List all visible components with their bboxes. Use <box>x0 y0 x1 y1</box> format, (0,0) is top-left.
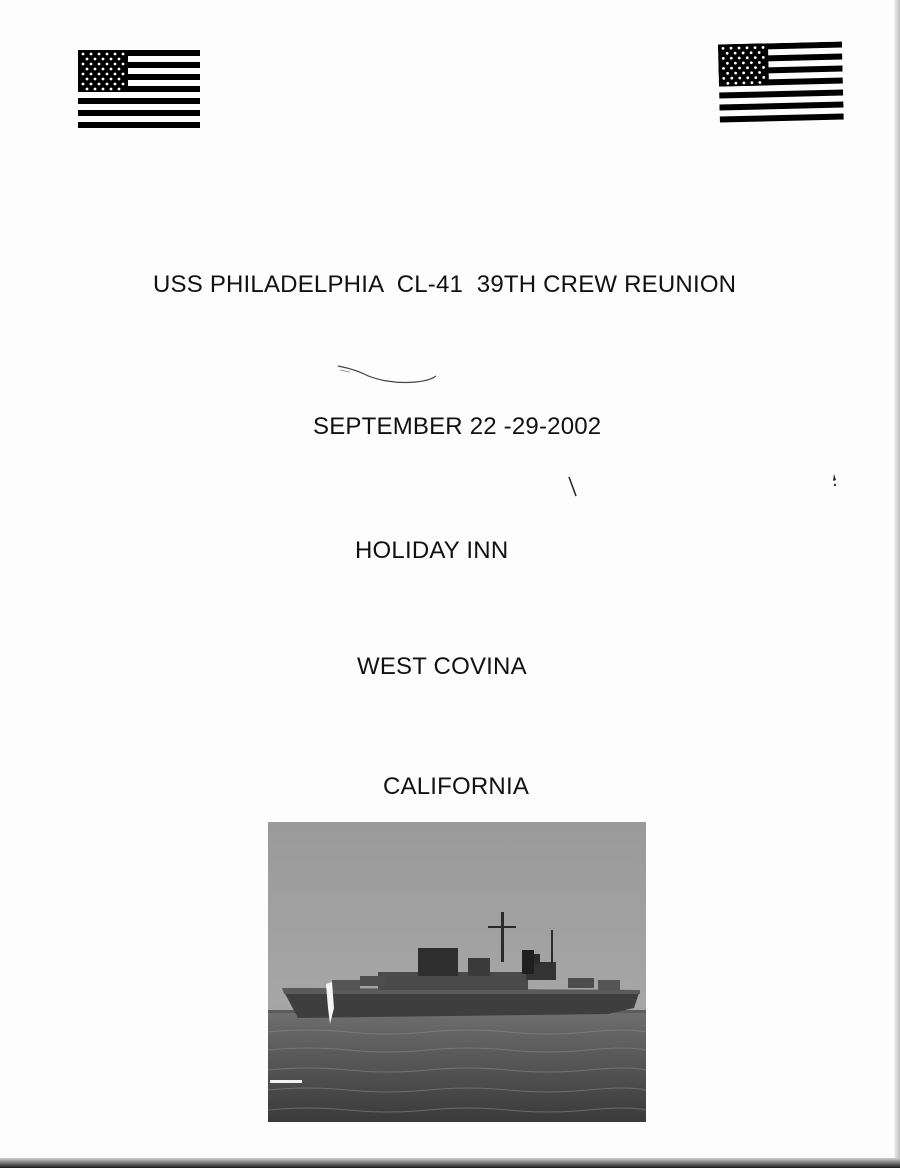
pen-tick-mark <box>566 475 580 504</box>
page-bottom-edge <box>0 1158 900 1168</box>
reunion-title: USS PHILADELPHIA CL-41 39TH CREW REUNION <box>153 271 737 298</box>
city-name: WEST COVINA <box>357 653 527 680</box>
venue-name: HOLIDAY INN <box>355 537 509 564</box>
us-flag-left-icon <box>78 50 200 135</box>
warship-photo <box>268 822 646 1122</box>
page-edge-shadow <box>894 0 900 1168</box>
ink-speck-mark <box>828 472 842 501</box>
state-name: CALIFORNIA <box>383 773 530 800</box>
pen-scribble-mark <box>336 358 446 395</box>
reunion-dates: SEPTEMBER 22 -29-2002 <box>313 413 602 440</box>
us-flag-right-icon <box>718 41 844 133</box>
